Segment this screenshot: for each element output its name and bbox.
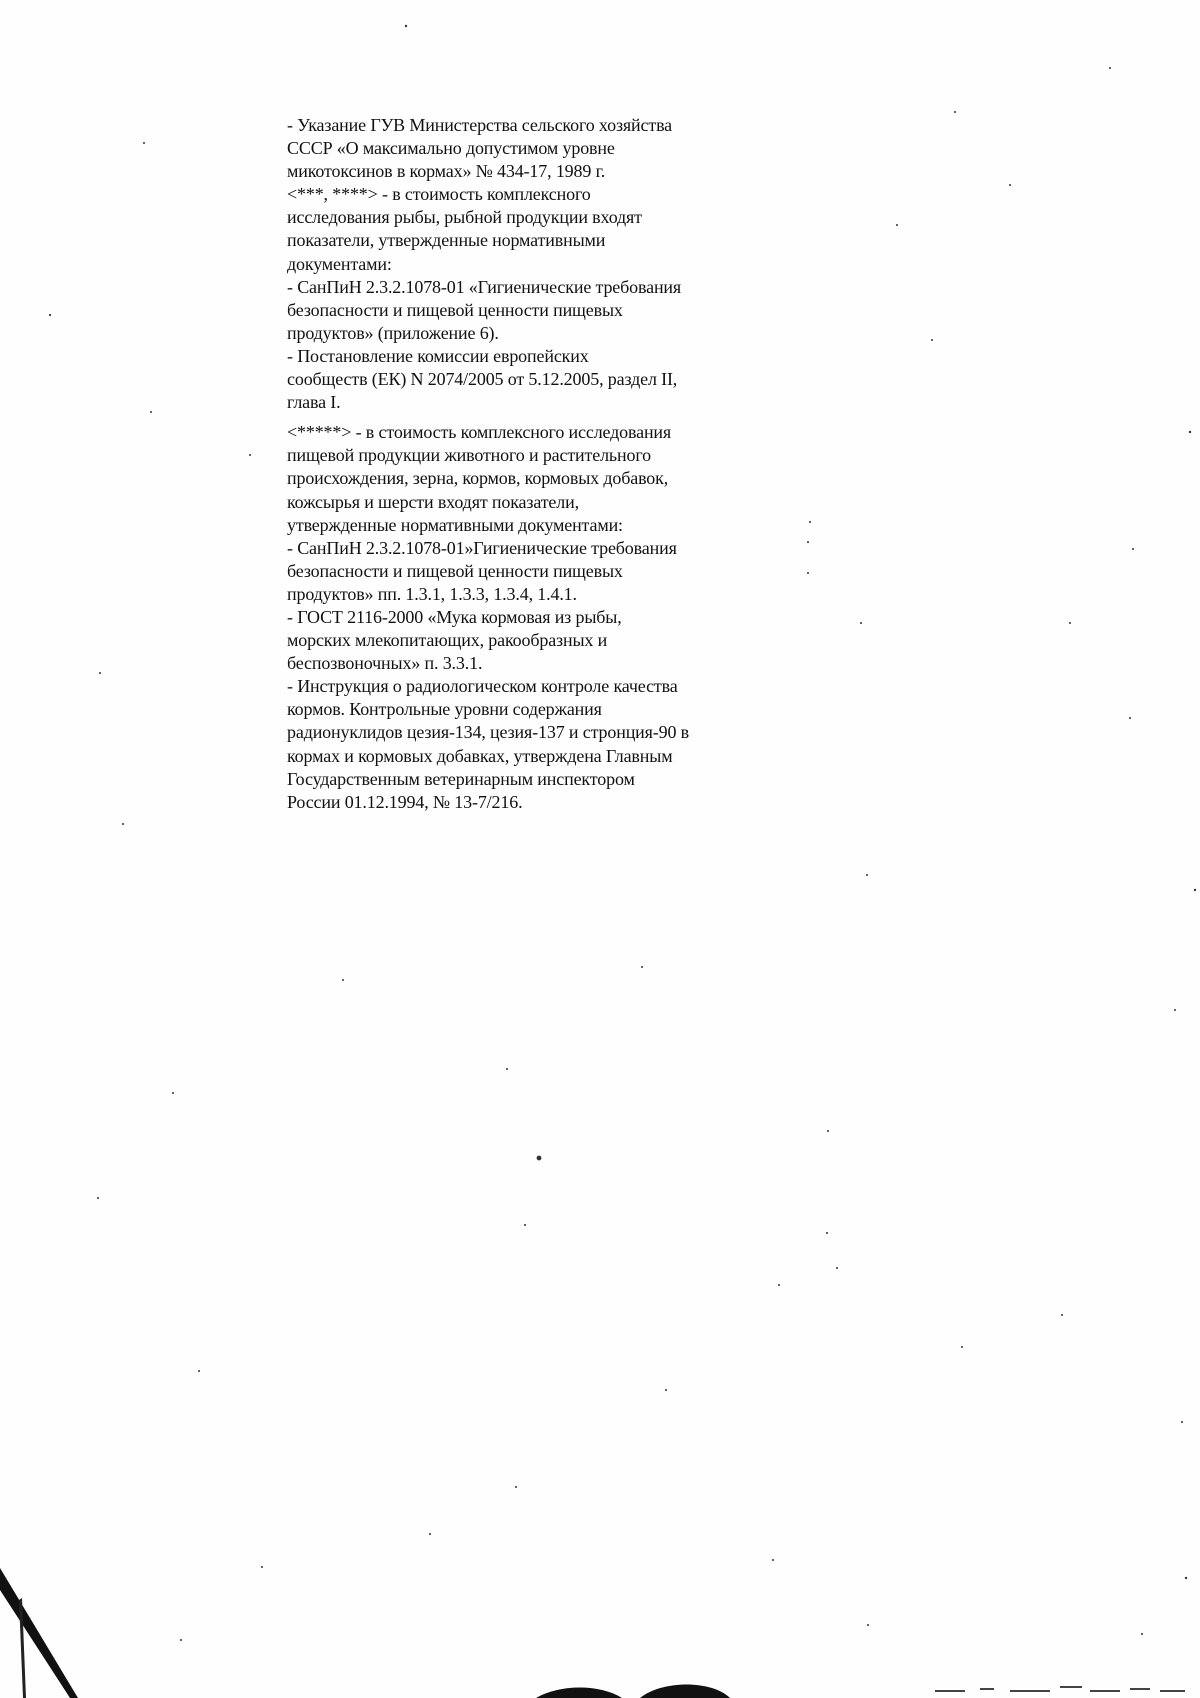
text-line: показатели, утвержденные нормативными — [287, 230, 606, 251]
text-line: документами: — [287, 253, 392, 274]
paragraph-gap — [287, 414, 757, 421]
text-line: СССР «О максимально допустимом уровне — [287, 138, 615, 159]
text-line: - Постановление комиссии европейских — [287, 345, 589, 366]
text-line: безопасности и пищевой ценности пищевых — [287, 560, 623, 581]
text-line: глава I. — [287, 392, 341, 413]
text-line: морских млекопитающих, ракообразных и — [287, 630, 608, 651]
text-line: <*****> - в стоимость комплексного исследования — [287, 422, 672, 443]
text-line: микотоксинов в кормах» № 434-17, 1989 г. — [287, 161, 606, 182]
text-line: исследования рыбы, рыбной продукции входят — [287, 207, 642, 228]
text-line: России 01.12.1994, № 13-7/216. — [287, 791, 523, 812]
text-line: сообществ (ЕК) N 2074/2005 от 5.12.2005, раздел II, — [287, 369, 678, 390]
text-line: <***, ****> - в стоимость комплексного — [287, 184, 591, 205]
text-line: - ГОСТ 2116-2000 «Мука кормовая из рыбы, — [287, 606, 622, 627]
text-line: пищевой продукции животного и растительного — [287, 445, 651, 466]
text-line: кормах и кормовых добавках, утверждена Главным — [287, 745, 673, 766]
text-line: кожсырья и шерсти входят показатели, — [287, 491, 579, 512]
text-line: Государственным ветеринарным инспектором — [287, 768, 635, 789]
text-line: происхождения, зерна, кормов, кормовых добавок, — [287, 468, 669, 489]
text-line: продуктов» (приложение 6). — [287, 322, 499, 343]
text-line: кормов. Контрольные уровни содержания — [287, 699, 602, 720]
text-line: - СанПиН 2.3.2.1078-01»Гигиенические требования — [287, 537, 677, 558]
text-line: утвержденные нормативными документами: — [287, 514, 623, 535]
document-text — [287, 114, 757, 814]
text-line: продуктов» пп. 1.3.1, 1.3.3, 1.3.4, 1.4.1. — [287, 583, 577, 604]
text-line: - СанПиН 2.3.2.1078-01 «Гигиенические требования — [287, 276, 682, 297]
text-line: беспозвоночных» п. 3.3.1. — [287, 653, 483, 674]
text-line: - Инструкция о радиологическом контроле качества — [287, 676, 678, 697]
text-line: радионуклидов цезия-134, цезия-137 и стронция-90 в — [287, 722, 690, 743]
text-line: безопасности и пищевой ценности пищевых — [287, 299, 623, 320]
text-line: - Указание ГУВ Министерства сельского хозяйства — [287, 115, 673, 135]
